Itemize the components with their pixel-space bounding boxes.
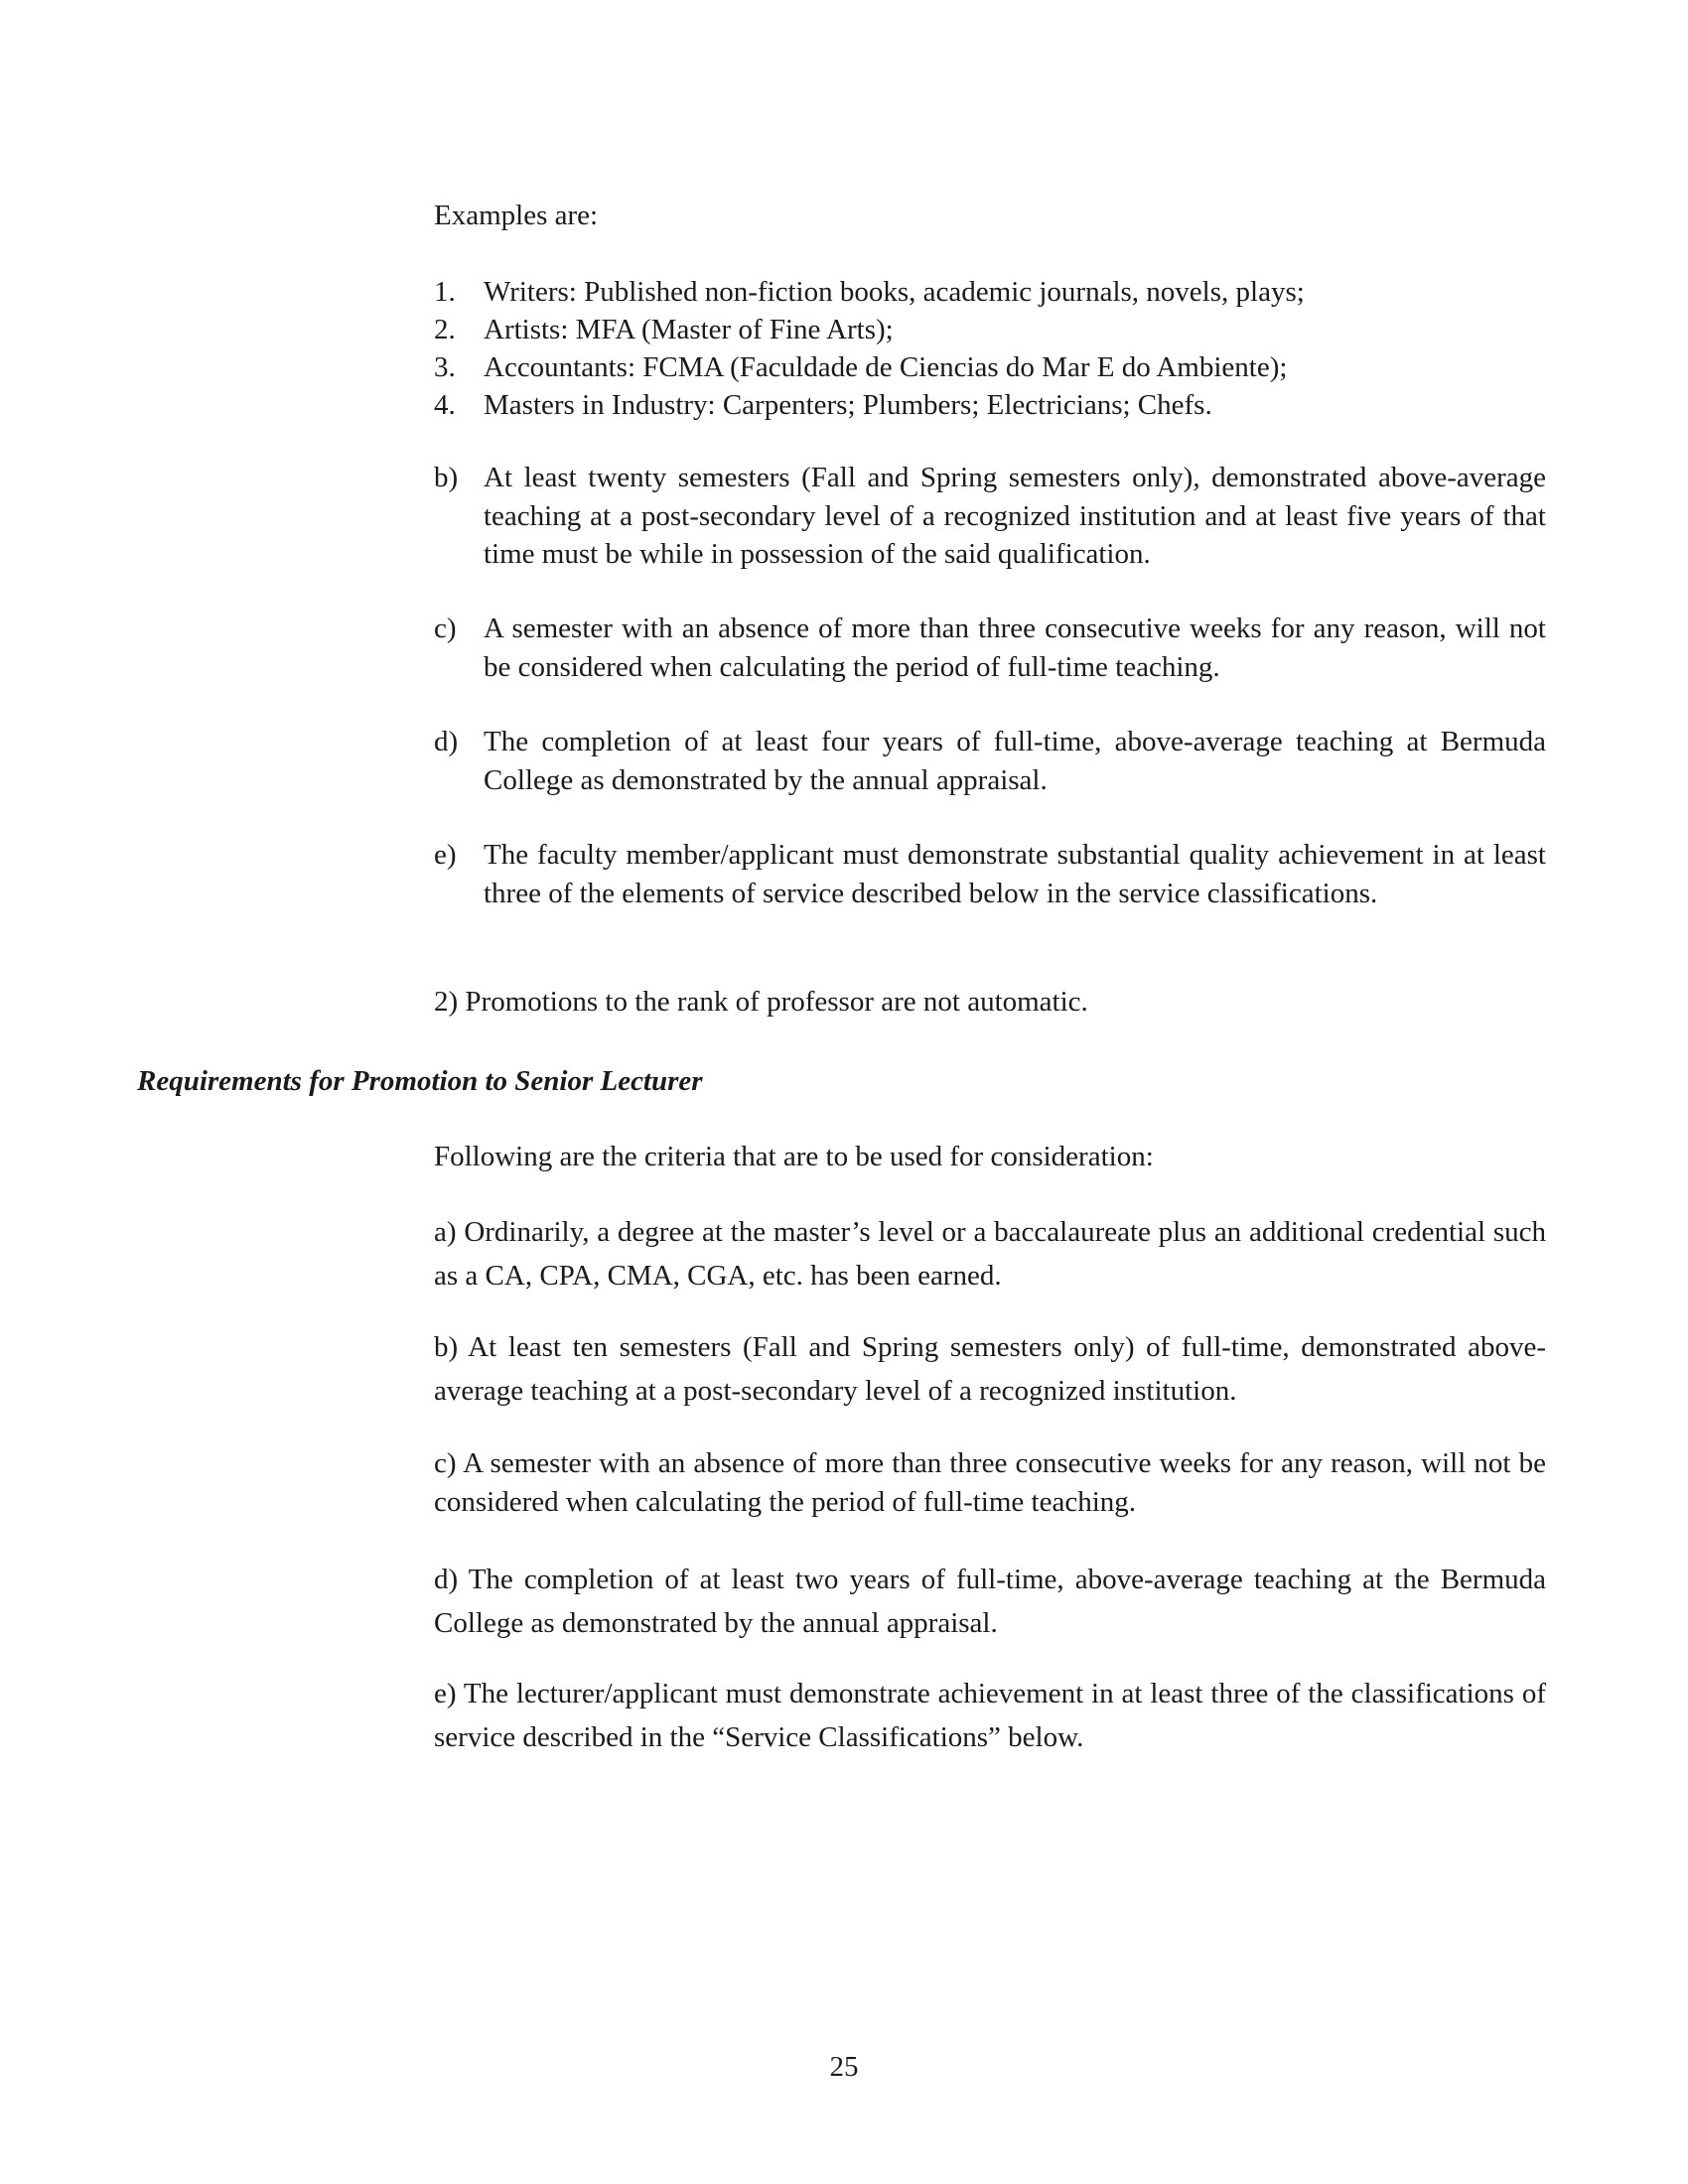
criteria-label: c)	[434, 613, 457, 644]
criteria-paragraph: b) At least ten semesters (Fall and Spring semesters only) of full-time, demonstrated above-average teaching at a post-secondary level of a recognized institution.	[434, 1331, 1546, 1407]
criteria-item	[434, 723, 1546, 799]
criteria-item	[434, 836, 1546, 912]
list-number: 2.	[434, 314, 456, 345]
criteria-text: At least twenty semesters (Fall and Spring semesters only), demonstrated above-average teaching at a post-secondary level of a recognized institution and at least five years of that time must be while in possession of the said qualification.	[484, 462, 1546, 570]
criteria-label: b)	[434, 462, 459, 493]
criteria-text: A semester with an absence of more than three consecutive weeks for any reason, will not be considered when calculating the period of full-time teaching.	[484, 613, 1546, 683]
senior-lecturer-intro: Following are the criteria that are to be used for consideration:	[434, 1141, 1154, 1172]
examples-intro: Examples are:	[434, 200, 599, 231]
list-text: Accountants: FCMA (Faculdade de Ciencias do Mar E do Ambiente);	[484, 351, 1288, 383]
criteria-paragraph: c) A semester with an absence of more than three consecutive weeks for any reason, will not be considered when calculating the period of full-time teaching.	[434, 1447, 1546, 1518]
page-number: 25	[829, 2051, 859, 2083]
criteria-label: e)	[434, 839, 457, 871]
list-text: Writers: Published non-fiction books, academic journals, novels, plays;	[484, 276, 1305, 308]
criteria-text: The completion of at least four years of full-time, above-average teaching at Bermuda College as demonstrated by the annual appraisal.	[484, 726, 1546, 796]
criteria-paragraph: e) The lecturer/applicant must demonstrate achievement in at least three of the classifications of service described in the “Service Classifications” below.	[434, 1678, 1546, 1753]
list-number: 1.	[434, 276, 456, 308]
criteria-label: d)	[434, 726, 459, 757]
list-text: Artists: MFA (Master of Fine Arts);	[484, 314, 894, 345]
section-heading: Requirements for Promotion to Senior Lecturer	[137, 1065, 703, 1097]
criteria-item	[434, 610, 1546, 686]
list-number: 4.	[434, 389, 456, 421]
criteria-text: The faculty member/applicant must demonstrate substantial quality achievement in at least three of the elements of service described below in the service classifications.	[484, 839, 1546, 909]
professor-note: 2) Promotions to the rank of professor are not automatic.	[434, 986, 1088, 1018]
list-number: 3.	[434, 351, 456, 383]
criteria-paragraph: d) The completion of at least two years of full-time, above-average teaching at the Bermuda College as demonstrated by the annual appraisal.	[434, 1564, 1546, 1639]
list-text: Masters in Industry: Carpenters; Plumbers; Electricians; Chefs.	[484, 389, 1212, 421]
criteria-paragraph: a) Ordinarily, a degree at the master’s level or a baccalaureate plus an additional credential such as a CA, CPA, CMA, CGA, etc. has been earned.	[434, 1216, 1546, 1292]
criteria-item	[434, 459, 1546, 574]
